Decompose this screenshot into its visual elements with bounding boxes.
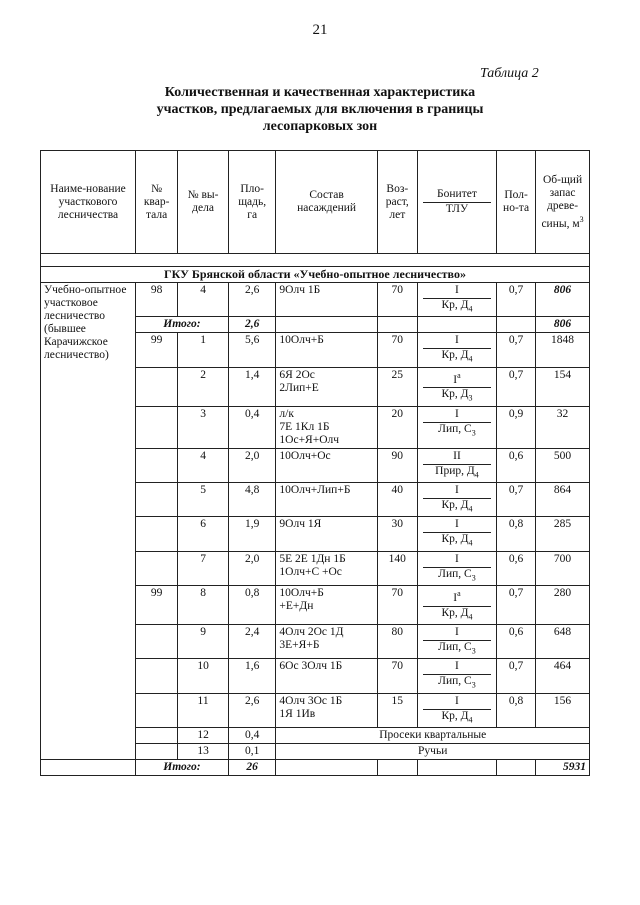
tlu-value: Кр, $Д_4$ [423, 606, 491, 623]
vozrast-cell: 90 [377, 448, 417, 482]
vozrast-cell: 20 [377, 406, 417, 448]
vozrast-cell: 30 [377, 517, 417, 551]
vydel-cell: 11 [178, 693, 229, 727]
bonitet-cell [417, 483, 496, 517]
sostav-cell: 6Ос 3Олч 1Б [276, 659, 377, 693]
sostav-cell: 4Олч 3Ос 1Б 1Я 1Ив [276, 693, 377, 727]
subtotal-empty [276, 317, 377, 333]
header-bonitet-top: Бонитет [437, 188, 477, 200]
vozrast-cell: 40 [377, 483, 417, 517]
polnota-cell: 0,7 [497, 659, 536, 693]
ploshad-cell: 0,4 [228, 727, 276, 743]
org-row [41, 267, 590, 283]
kvartal-cell [136, 483, 178, 517]
forest-plots-table [40, 150, 590, 776]
header-vozrast: Воз-раст, лет [377, 151, 417, 254]
sostav-cell: 4Олч 2Ос 1Д 3Е+Я+Б [276, 625, 377, 659]
kvartal-cell [136, 743, 178, 759]
ploshad-cell: 2,6 [228, 283, 276, 317]
bonitet-cell [417, 625, 496, 659]
kvartal-cell [136, 727, 178, 743]
total-ploshad: 26 [228, 759, 276, 775]
ploshad-cell: 4,8 [228, 483, 276, 517]
kvartal-cell: 98 [136, 283, 178, 317]
subtotal-empty [497, 317, 536, 333]
kvartal-cell [136, 693, 178, 727]
total-row [41, 759, 590, 775]
vydel-cell: 6 [178, 517, 229, 551]
total-empty [417, 759, 496, 775]
kvartal-cell [136, 406, 178, 448]
polnota-cell: 0,7 [497, 585, 536, 624]
ploshad-cell: 1,9 [228, 517, 276, 551]
vozrast-cell: 80 [377, 625, 417, 659]
kvartal-cell: 99 [136, 333, 178, 367]
vozrast-cell: 70 [377, 659, 417, 693]
subtotal-empty [377, 317, 417, 333]
header-zapas-text: Об-щий запас древе-сины, м [541, 173, 583, 230]
tlu-value: Лип, $С_3$ [423, 674, 491, 691]
sostav-cell: 5Е 2Е 1Дн 1Б 1Олч+С +Ос [276, 551, 377, 585]
vydel-cell: 13 [178, 743, 229, 759]
bonitet-cell [417, 448, 496, 482]
tlu-value: Кр, $Д_4$ [423, 348, 491, 365]
sostav-cell: 9Олч 1Я [276, 517, 377, 551]
tlu-value: Кр, $Д_4$ [423, 709, 491, 726]
polnota-cell: 0,7 [497, 367, 536, 406]
polnota-cell: 0,7 [497, 483, 536, 517]
zapas-cell: 32 [536, 406, 590, 448]
tlu-value: Прир, $Д_4$ [423, 464, 491, 481]
tlu-value: Кр, $Д_3$ [423, 387, 491, 404]
kvartal-cell [136, 448, 178, 482]
table-title [80, 84, 560, 135]
vydel-cell: 7 [178, 551, 229, 585]
subtotal-ploshad: 2,6 [228, 317, 276, 333]
header-row [41, 151, 590, 254]
zapas-cell: 700 [536, 551, 590, 585]
bonitet-cell [417, 283, 496, 317]
zapas-cell: 864 [536, 483, 590, 517]
kvartal-cell [136, 517, 178, 551]
vydel-cell: 5 [178, 483, 229, 517]
tlu-value: Кр, $Д_4$ [423, 298, 491, 315]
subtotal-label: Итого: [136, 317, 229, 333]
vozrast-cell: 25 [377, 367, 417, 406]
zapas-cell: 500 [536, 448, 590, 482]
vydel-cell: 12 [178, 727, 229, 743]
sostav-cell: 6Я 2Ос 2Лип+Е [276, 367, 377, 406]
subtotal-zapas: 806 [536, 317, 590, 333]
tlu-value: Лип, $С_3$ [423, 640, 491, 657]
page-number: 21 [312, 22, 328, 38]
tlu-value: Лип, $С_3$ [423, 567, 491, 584]
header-zapas: Об-щий запас древе-сины, $м^3$ [536, 151, 590, 254]
sostav-cell: 10Олч+Лип+Б [276, 483, 377, 517]
kvartal-cell [136, 659, 178, 693]
ploshad-cell: 2,4 [228, 625, 276, 659]
tlu-value: Кр, $Д_4$ [423, 498, 491, 515]
ploshad-cell: 0,4 [228, 406, 276, 448]
kvartal-cell [136, 367, 178, 406]
org-name: ГКУ Брянской области «Учебно-опытное лесничество» [41, 267, 590, 283]
sostav-cell: 10Олч+Ос [276, 448, 377, 482]
sostav-cell: л/к 7Е 1Кл 1Б 1Ос+Я+Олч [276, 406, 377, 448]
vozrast-cell: 140 [377, 551, 417, 585]
header-ploshad: Пло-щадь, га [228, 151, 276, 254]
header-lesnichestvo: Наиме-нование участкового лесничества [41, 151, 136, 254]
bonitet-class: I [455, 694, 459, 707]
bonitet-cell [417, 333, 496, 367]
total-empty [377, 759, 417, 775]
header-kvartal: № квар-тала [136, 151, 178, 254]
bonitet-class: I [455, 626, 459, 639]
title-line-2: участков, предлагаемых для включения в границы [156, 102, 484, 117]
bonitet-class: I [455, 284, 459, 296]
table-row [41, 283, 590, 317]
zapas-cell: 648 [536, 625, 590, 659]
polnota-cell: 0,6 [497, 551, 536, 585]
vozrast-cell: 70 [377, 585, 417, 624]
polnota-cell: 0,8 [497, 693, 536, 727]
vydel-cell: 10 [178, 659, 229, 693]
polnota-cell: 0,6 [497, 625, 536, 659]
total-empty [276, 759, 377, 775]
bonitet-class: I [455, 407, 459, 420]
header-bonitet-bottom: ТЛУ [423, 202, 491, 216]
bonitet-class: I [455, 518, 459, 531]
sostav-cell: 10Олч+Б +Е+Дн [276, 585, 377, 624]
ploshad-cell: 2,0 [228, 448, 276, 482]
ploshad-cell: 2,0 [228, 551, 276, 585]
vydel-cell: 4 [178, 448, 229, 482]
bonitet-class: I [455, 334, 459, 347]
vydel-cell: 1 [178, 333, 229, 367]
vozrast-cell: 15 [377, 693, 417, 727]
zapas-cell: 464 [536, 659, 590, 693]
total-label: Итого: [136, 759, 229, 775]
spacer-row [41, 254, 590, 267]
polnota-cell: 0,8 [497, 517, 536, 551]
bonitet-cell [417, 551, 496, 585]
table-body [41, 254, 590, 776]
kvartal-cell: 99 [136, 585, 178, 624]
total-empty [41, 759, 136, 775]
ploshad-cell: 5,6 [228, 333, 276, 367]
header-polnota: Пол-но-та [497, 151, 536, 254]
bonitet-class: I [455, 660, 459, 673]
bonitet-class: $I^а$ [453, 370, 461, 386]
polnota-cell: 0,9 [497, 406, 536, 448]
tlu-value: Лип, $С_3$ [423, 422, 491, 439]
bonitet-cell [417, 406, 496, 448]
special-description: Ручьи [276, 743, 590, 759]
polnota-cell: 0,7 [497, 283, 536, 317]
ploshad-cell: 1,4 [228, 367, 276, 406]
header-vydel: № вы-дела [178, 151, 229, 254]
header-bonitet [417, 151, 496, 254]
zapas-cell: 280 [536, 585, 590, 624]
zapas-cell: 806 [536, 283, 590, 317]
bonitet-class: I [455, 552, 459, 565]
header-sostav: Состав насаждений [276, 151, 377, 254]
bonitet-cell [417, 517, 496, 551]
vydel-cell: 3 [178, 406, 229, 448]
bonitet-class: $I^а$ [453, 588, 461, 604]
title-line-1: Количественная и качественная характеристика [164, 85, 476, 100]
ploshad-cell: 0,1 [228, 743, 276, 759]
table-label: Таблица 2 [480, 66, 539, 81]
kvartal-cell [136, 551, 178, 585]
bonitet-cell [417, 693, 496, 727]
zapas-cell: 1848 [536, 333, 590, 367]
special-description: Просеки квартальные [276, 727, 590, 743]
vydel-cell: 9 [178, 625, 229, 659]
polnota-cell: 0,7 [497, 333, 536, 367]
total-empty [497, 759, 536, 775]
vozrast-cell: 70 [377, 333, 417, 367]
zapas-cell: 285 [536, 517, 590, 551]
sostav-cell: 10Олч+Б [276, 333, 377, 367]
bonitet-class: II [453, 449, 461, 462]
bonitet-cell [417, 585, 496, 624]
bonitet-cell [417, 367, 496, 406]
total-zapas: 5931 [536, 759, 590, 775]
tlu-value: Кр, $Д_4$ [423, 532, 491, 549]
vydel-cell: 4 [178, 283, 229, 317]
ploshad-cell: 1,6 [228, 659, 276, 693]
title-line-3: лесопарковых зон [262, 119, 378, 134]
vozrast-cell: 70 [377, 283, 417, 317]
vydel-cell: 2 [178, 367, 229, 406]
polnota-cell: 0,6 [497, 448, 536, 482]
subtotal-empty [417, 317, 496, 333]
kvartal-cell [136, 625, 178, 659]
bonitet-cell [417, 659, 496, 693]
bonitet-class: I [455, 484, 459, 497]
zapas-cell: 156 [536, 693, 590, 727]
zapas-cell: 154 [536, 367, 590, 406]
ploshad-cell: 0,8 [228, 585, 276, 624]
lesnichestvo-name: Учебно-опытное участковое лесничество (бывшее Карачижское лесничество) [41, 283, 136, 760]
ploshad-cell: 2,6 [228, 693, 276, 727]
vydel-cell: 8 [178, 585, 229, 624]
sostav-cell: 9Олч 1Б [276, 283, 377, 317]
